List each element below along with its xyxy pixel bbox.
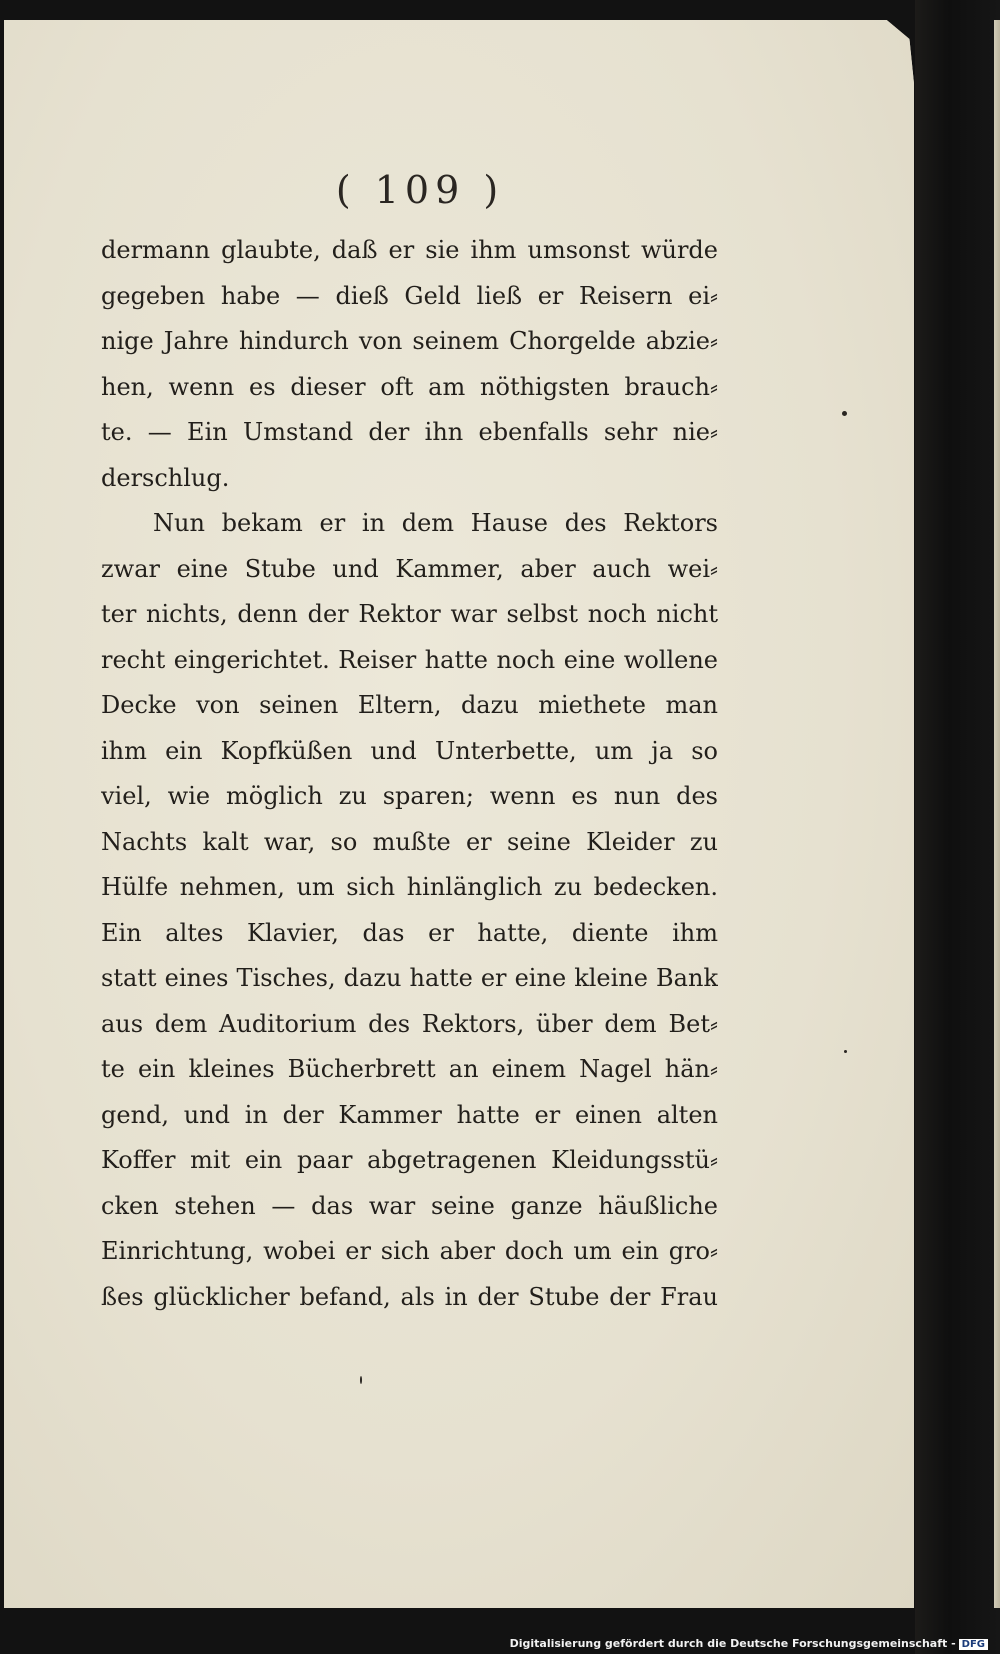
text-line: Nachts kalt war, so mußte er seine Kleider zu xyxy=(101,827,718,856)
text-line: gegeben habe — dieß Geld ließ er Reisern ei⸗ xyxy=(101,281,718,310)
text-line: ter nichts, denn der Rektor war selbst noch nicht xyxy=(101,600,718,628)
body-text xyxy=(101,228,718,1320)
text-line: aus dem Auditorium des Rektors, über dem Bet⸗ xyxy=(101,1009,718,1038)
text-line: cken stehen — das war seine ganze häußliche xyxy=(101,1191,718,1220)
paper-speck xyxy=(360,1376,362,1384)
paper-speck xyxy=(844,1050,847,1053)
text-line: dermann glaubte, daß er sie ihm umsonst würde xyxy=(101,236,718,264)
text-line: Einrichtung, wobei er sich aber doch um ein gro⸗ xyxy=(101,1237,718,1265)
text-line: zwar eine Stube und Kammer, aber auch wei⸗ xyxy=(101,554,718,583)
text-line: ihm ein Kopfküßen und Unterbette, um ja so xyxy=(101,736,718,765)
text-line: te. — Ein Umstand der ihn ebenfalls sehr nie⸗ xyxy=(101,418,718,446)
text-line: hen, wenn es dieser oft am nöthigsten brauch⸗ xyxy=(101,372,718,401)
text-line: recht eingerichtet. Reiser hatte noch eine wollene xyxy=(101,645,718,674)
text-line: Decke von seinen Eltern, dazu miethete man xyxy=(101,691,718,719)
text-line: Koffer mit ein paar abgetragenen Kleidungsstü⸗ xyxy=(101,1146,718,1174)
page-number: ( 109 ) xyxy=(335,168,505,212)
paper-speck xyxy=(842,411,847,416)
paragraph-first-line: Nun bekam er in dem Hause des Rektors xyxy=(153,509,718,537)
text-line: ßes glücklicher befand, als in der Stube der Frau xyxy=(101,1282,718,1311)
text-line: derschlug. xyxy=(101,463,230,492)
text-line: viel, wie möglich zu sparen; wenn es nun des xyxy=(101,782,718,810)
dfg-logo: DFG xyxy=(959,1639,988,1650)
text-line: gend, und in der Kammer hatte er einen alten xyxy=(101,1100,718,1129)
page-edge-shadow xyxy=(994,20,1000,1608)
text-line: Hülfe nehmen, um sich hinlänglich zu bedecken. xyxy=(101,873,718,901)
text-line: nige Jahre hindurch von seinem Chorgelde abzie⸗ xyxy=(101,327,718,355)
text-line: Ein altes Klavier, das er hatte, diente ihm xyxy=(101,918,718,947)
text-line: te ein kleines Bücherbrett an einem Nagel hän⸗ xyxy=(101,1055,718,1083)
digitization-credit xyxy=(510,1637,988,1650)
text-line: statt eines Tisches, dazu hatte er eine kleine Bank xyxy=(101,964,718,992)
credit-text: Digitalisierung gefördert durch die Deutsche Forschungsgemeinschaft - xyxy=(509,1637,956,1650)
book-spine-background xyxy=(915,0,1000,1654)
